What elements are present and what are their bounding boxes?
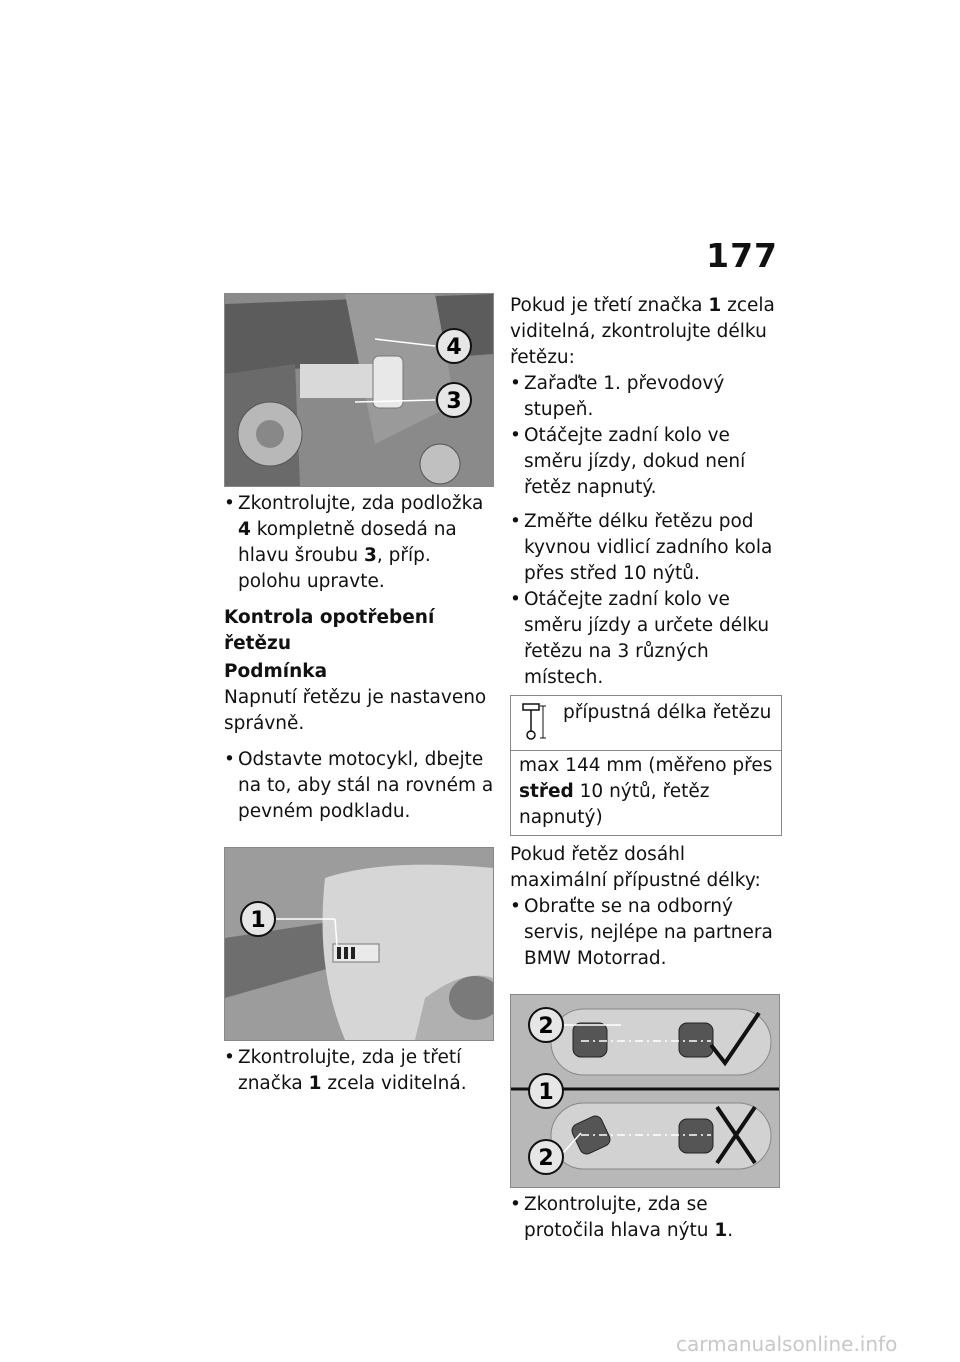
callout-4: 4 [446,335,462,360]
figure-washer-bolt [224,293,494,487]
callout-2-top: 2 [538,1014,554,1039]
left-column [224,293,494,1097]
section-heading: Kontrola opotřebení řetězu [224,607,435,654]
bullet-service: • Obraťte se na odborný servis, nejlépe na partnera BMW Motorrad. [510,894,782,972]
figure-chain-rivets [510,994,780,1188]
spec-value: max 144 mm (měřeno přes střed 10 nýtů, řetěz napnutý) [519,755,773,828]
bullet-rotate-measure: • Otáčejte zadní kolo ve směru jízdy a určete délku řetězu na 3 různých místech. [510,587,782,691]
bullet-check-washer: • Zkontrolujte, zda podložka 4 kompletně dosedá na hlavu šroubu 3, příp. polohu upravte. [224,491,494,595]
bullet-check-rivet: • Zkontrolujte, zda se protočila hlava nýtu 1. [510,1192,782,1244]
intro-text: Pokud je třetí značka 1 zcela viditelná, zkontrolujte délku řetězu: [510,295,775,368]
right-column [510,293,782,1244]
spec-label: přípustná délka řetězu [563,702,772,723]
bullet-measure: • Změřte délku řetězu pod kyvnou vidlicí zadního kola přes střed 10 nýtů. [510,509,782,587]
callout-3: 3 [446,389,462,414]
bullet-check-mark: • Zkontrolujte, zda je třetí značka 1 zcela viditelná. [224,1045,494,1097]
bullet-gear: • Zařaďte 1. převodový stupeň. [510,371,782,423]
callout-2-bottom: 2 [538,1146,554,1171]
watermark: carmanualsonline.info [676,1332,898,1356]
bullet-rotate: • Otáčejte zadní kolo ve směru jízdy, dokud není řetěz napnutý. [510,423,782,501]
caliper-icon [519,702,549,750]
figure-chain-mark [224,847,494,1041]
condition-text: Napnutí řetězu je nastaveno správně. [224,687,487,734]
spec-box [510,695,782,836]
callout-1: 1 [250,908,266,933]
page-number: 177 [706,236,778,275]
max-length-text: Pokud řetěz dosáhl maximální přípustné délky: [510,844,761,891]
bullet-park: • Odstavte motocykl, dbejte na to, aby stál na rovném a pevném podkladu. [224,747,494,825]
condition-heading: Podmínka [224,661,328,682]
callout-1-mid: 1 [538,1080,554,1105]
